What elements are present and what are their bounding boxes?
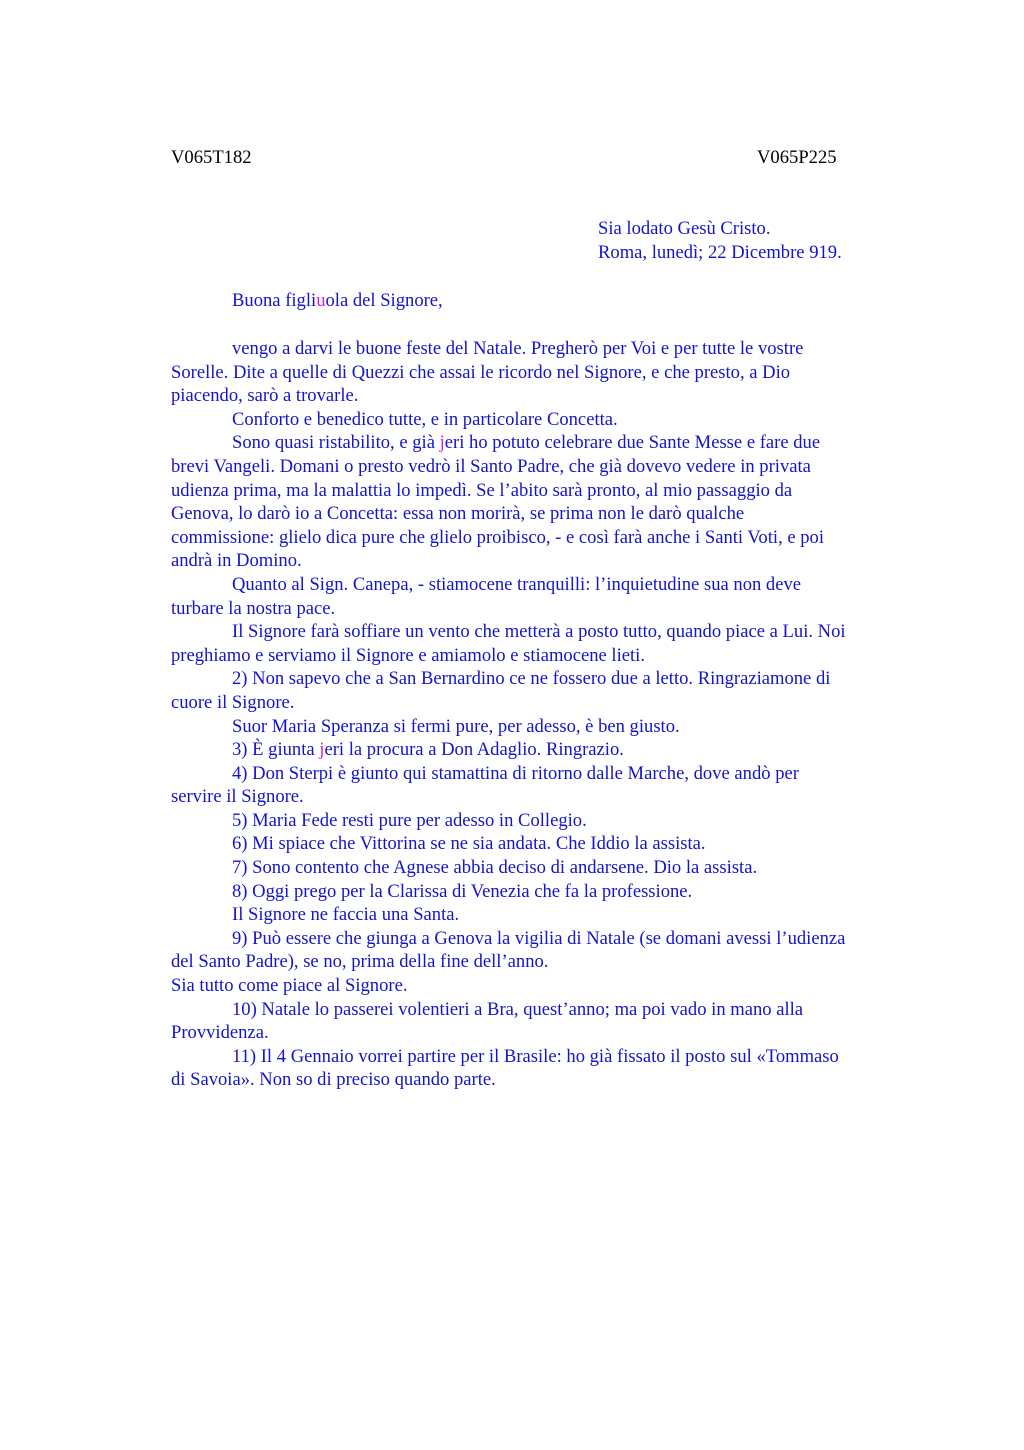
marked-letter: j bbox=[319, 739, 325, 761]
paragraph-item-10 bbox=[171, 998, 931, 1045]
paragraph-item-8: 8) Oggi prego per la Clarissa di Venezia che fa la professione. bbox=[232, 880, 693, 902]
text-line: Sorelle. Dite a quelle di Quezzi che assai le ricordo nel Signore, e che presto, a Dio bbox=[171, 361, 791, 383]
text-line: 2) Non sapevo che a San Bernardino ce ne fossero due a letto. Ringraziamone di bbox=[232, 668, 831, 690]
document-code-left: V065T182 bbox=[171, 147, 252, 168]
text-line: Il Signore farà soffiare un vento che metterà a posto tutto, quando piace a Lui. Noi bbox=[232, 621, 846, 643]
salutation bbox=[232, 289, 443, 313]
document-code-right: V065P225 bbox=[757, 147, 837, 168]
text-line: 9) Può essere che giunga a Genova la vigilia di Natale (se domani avessi l’udienza bbox=[232, 927, 846, 949]
text-line: servire il Signore. bbox=[171, 786, 304, 808]
text-line: cuore il Signore. bbox=[171, 691, 295, 713]
text-line: Genova, lo darò io a Concetta: essa non morirà, se prima non le darò qualche bbox=[171, 503, 745, 525]
text-line: 10) Natale lo passerei volentieri a Bra, quest’anno; ma poi vado in mano alla bbox=[232, 998, 804, 1020]
salutation-marked-letter: u bbox=[316, 290, 326, 311]
text-line: di Savoia». Non so di preciso quando parte. bbox=[171, 1069, 496, 1091]
paragraph-item-11 bbox=[171, 1045, 931, 1092]
paragraph-item-6: 6) Mi spiace che Vittorina se ne sia andata. Che Iddio la assista. bbox=[232, 833, 706, 855]
paragraph-canepa bbox=[171, 573, 931, 620]
paragraph-item-9 bbox=[171, 927, 931, 974]
heading-invocation: Sia lodato Gesù Cristo. bbox=[598, 218, 771, 239]
salutation-text-end: ola del Signore, bbox=[325, 290, 443, 311]
paragraph-item-3 bbox=[171, 738, 931, 762]
text-line: preghiamo e serviamo il Signore e amiamolo e stiamocene lieti. bbox=[171, 644, 645, 666]
text-segment: eri la procura a Don Adaglio. Ringrazio. bbox=[324, 739, 624, 761]
paragraph-item-2 bbox=[171, 667, 931, 714]
text-segment: 3) È giunta bbox=[232, 739, 320, 761]
paragraph-item-4 bbox=[171, 762, 931, 809]
paragraph-providence bbox=[171, 620, 931, 667]
paragraph-as-god-wills: Sia tutto come piace al Signore. bbox=[171, 975, 408, 997]
text-line: brevi Vangeli. Domani o presto vedrò il Santo Padre, che già dovevo vedere in privata bbox=[171, 455, 811, 477]
text-line: Provvidenza. bbox=[171, 1022, 269, 1044]
heading-place-date: Roma, lunedì; 22 Dicembre 919. bbox=[598, 241, 842, 263]
text-segment: Sono quasi ristabilito, e già bbox=[232, 432, 440, 454]
letter-heading bbox=[598, 217, 842, 264]
paragraph-greetings bbox=[171, 337, 931, 408]
text-segment: eri ho potuto celebrare due Sante Messe e fare due bbox=[444, 432, 821, 454]
paragraph-blessing: Conforto e benedico tutte, e in particolare Concetta. bbox=[232, 408, 618, 430]
salutation-text-start: Buona figli bbox=[232, 290, 317, 311]
marked-letter: j bbox=[439, 432, 445, 454]
paragraph-santa: Il Signore ne faccia una Santa. bbox=[232, 904, 460, 926]
text-line: 11) Il 4 Gennaio vorrei partire per il Brasile: ho già fissato il posto sul «Tommaso bbox=[232, 1045, 839, 1067]
text-line: andrà in Domino. bbox=[171, 550, 302, 572]
text-line: 4) Don Sterpi è giunto qui stamattina di ritorno dalle Marche, dove andò per bbox=[232, 762, 799, 784]
letter-body bbox=[171, 337, 931, 1092]
text-line: vengo a darvi le buone feste del Natale. Pregherò per Voi e per tutte le vostre bbox=[232, 338, 804, 359]
text-line: Quanto al Sign. Canepa, - stiamocene tranquilli: l’inquietudine sua non deve bbox=[232, 573, 802, 595]
paragraph-item-5: 5) Maria Fede resti pure per adesso in Collegio. bbox=[232, 809, 587, 831]
text-line: commissione: glielo dica pure che glielo proibisco, - e così farà anche i Santi Voti, e poi bbox=[171, 526, 825, 548]
text-line: piacendo, sarò a trovarle. bbox=[171, 385, 359, 407]
paragraph-health bbox=[171, 431, 931, 573]
paragraph-speranza: Suor Maria Speranza si fermi pure, per adesso, è ben giusto. bbox=[232, 715, 680, 737]
text-line: del Santo Padre), se no, prima della fine dell’anno. bbox=[171, 951, 549, 973]
paragraph-item-7: 7) Sono contento che Agnese abbia deciso di andarsene. Dio la assista. bbox=[232, 857, 758, 879]
text-line: turbare la nostra pace. bbox=[171, 597, 336, 619]
text-line: udienza prima, ma la malattia lo impedì. Se l’abito sarà pronto, al mio passaggio da bbox=[171, 479, 793, 501]
